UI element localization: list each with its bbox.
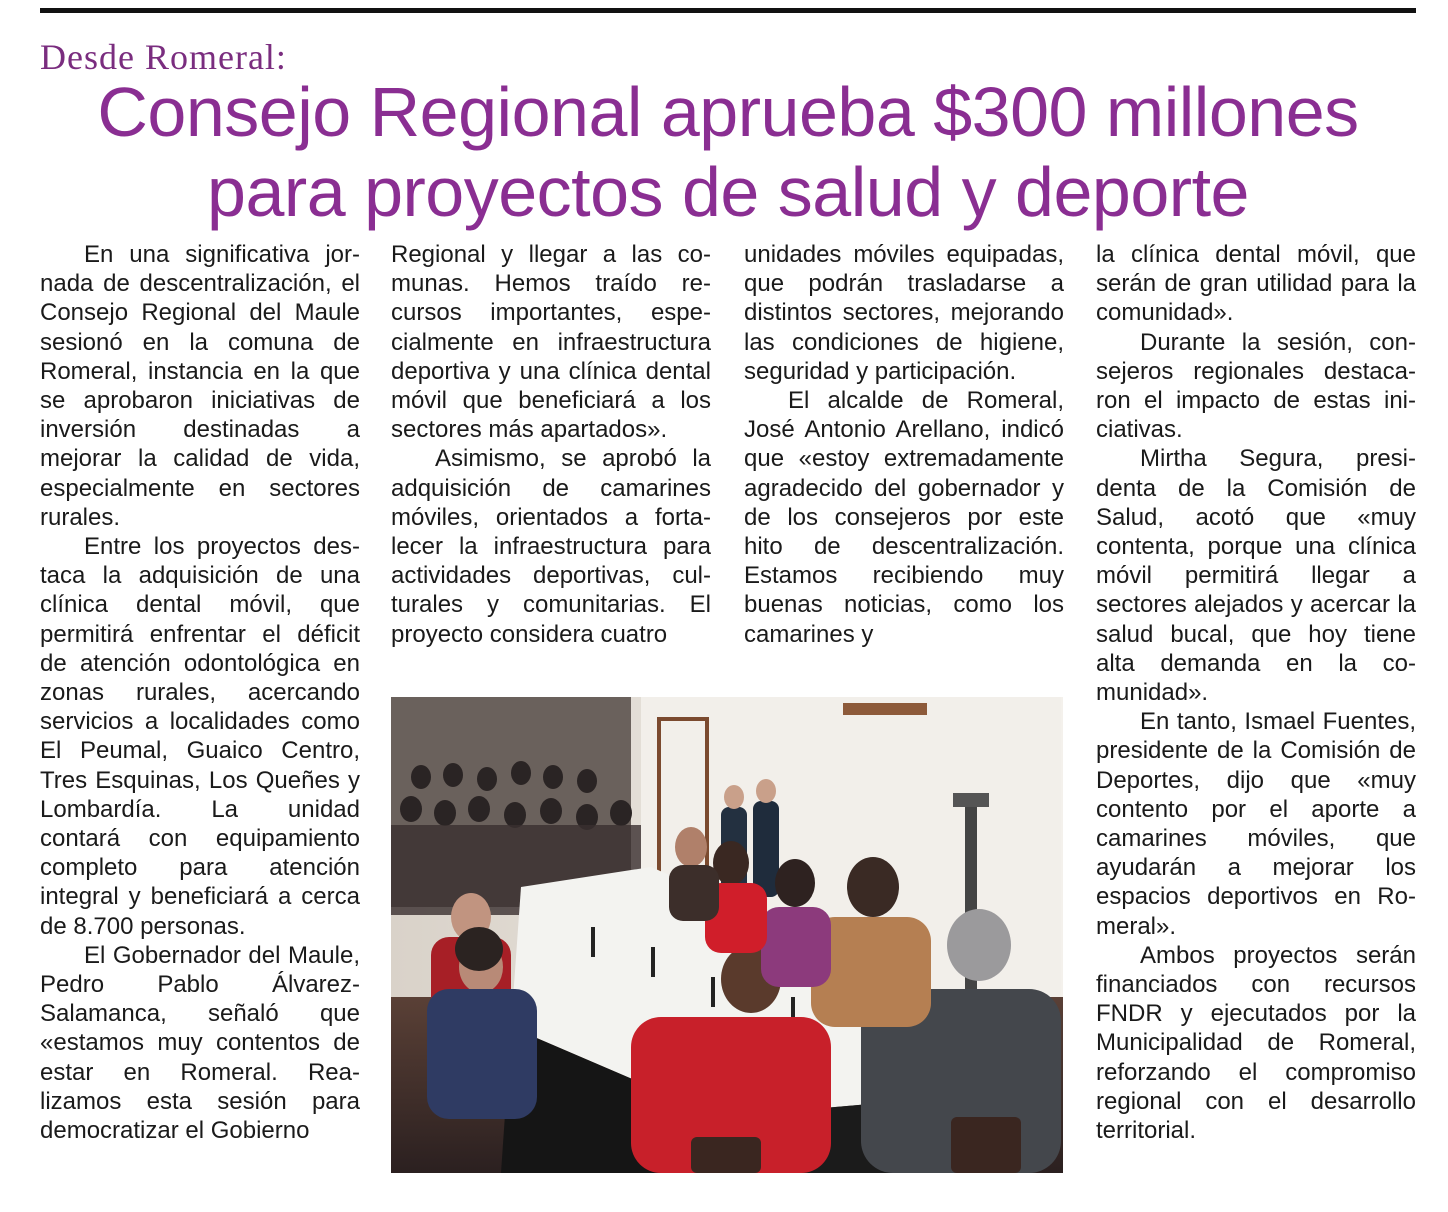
column-4 [1096,240,1416,1145]
paragraph: Asimismo, se aprobó la adquisición de camarines móviles, orientados a fortalecer la infraestructura para actividades deportivas, culturales y comunitarias. El proyecto considera cuatro [391,445,711,648]
paragraph-continued: unidades móviles equipadas, que podrán trasladarse a distintos sectores, mejorando las condiciones de higiene, seguridad y participación. [744,241,1064,385]
top-rule [40,8,1416,13]
paragraph: Ambos proyectos serán financiados con recursos FNDR y ejecutados por la Municipalidad de Romeral, reforzando el compromiso regional con el desarrollo territorial. [1096,941,1416,1145]
headline-line-2: para proyectos de salud y deporte [207,153,1249,231]
session-photo [391,697,1063,1173]
column-3 [744,240,1064,649]
paragraph: El alcalde de Romeral, José Antonio Arellano, indicó que «estoy extremadamente agradecido del gobernador y de los consejeros por este hito de descentralización. Estamos recibiendo muy buenas noticias, como los camarines y [744,387,1064,648]
section-kicker: Desde Romeral: [40,37,287,77]
paragraph: En tanto, Ismael Fuentes, presidente de la Comisión de Deportes, dijo que «muy contento por el aporte a camarines móviles, que ayudarán a mejorar los espacios deportivos en Romeral». [1096,708,1416,940]
column-1 [40,240,360,1145]
paragraph: Durante la sesión, consejeros regionales destacaron el impacto de estas iniciativas. [1096,328,1416,444]
column-2 [391,240,711,649]
headline [40,72,1416,232]
paragraph: En una significativa jornada de descentralización, el Consejo Regional del Maule sesionó en la comuna de Romeral, instancia en la que se aprobaron iniciativas de inversión destinadas a mejorar la calidad de vida, especialmente en sectores rurales. [40,241,360,531]
paragraph: Mirtha Segura, presidenta de la Comisión de Salud, acotó que «muy contenta, porque una clínica móvil permitirá llegar a sectores alejados y acercar la salud bucal, que hoy tiene alta demanda en la comunidad». [1096,445,1416,707]
paragraph: Entre los proyectos destaca la adquisición de una clínica dental móvil, que permitirá enfrentar el déficit de atención odontológica en zonas rurales, acercando servicios a localidades como El Peumal, Guaico Centro, Tres Esquinas, Los Queñes y Lombardía. La unidad contará con equipamiento completo para atención integral y beneficiará a cerca de 8.700 personas. [40,533,360,940]
paragraph: El Gobernador del Maule, Pedro Pablo Álvarez-Salamanca, señaló que «estamos muy contentos de estar en Romeral. Realizamos esta sesión para democratizar el Gobierno [40,941,360,1145]
headline-line-1: Consejo Regional aprueba $300 millones [97,73,1359,151]
paragraph-continued: la clínica dental móvil, que serán de gran utilidad para la comunidad». [1096,241,1416,327]
paragraph-continued: Regional y llegar a las comunas. Hemos traído recursos importantes, especialmente en infraestructura deportiva y una clínica dental móvil que beneficiará a los sectores más apartados». [391,241,711,444]
